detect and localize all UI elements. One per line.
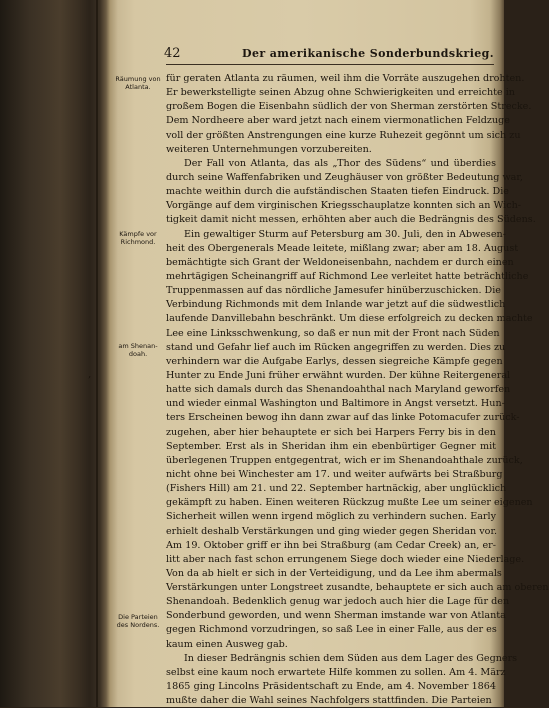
text-line: großem Bogen die Eisenbahn südlich der von Sherman zerstörten Strecke. xyxy=(166,101,532,113)
text-line: bemächtigte sich Grant der Weldoneisenbahn, nachdem er durch einen xyxy=(166,256,514,268)
text-line: durch seine Waffenfabriken und Zeughäuser von größter Bedeutung war, xyxy=(166,171,523,183)
text-line: Von da ab hielt er sich in der Verteidigung, und da Lee ihm abermals xyxy=(166,567,502,579)
text-line: mehrtägigen Scheinangriff auf Richmond Lee verleitet hatte beträchtliche xyxy=(166,270,529,282)
margin-note-line: doah. xyxy=(128,349,148,358)
margin-note-kaempfe xyxy=(110,231,166,246)
running-head-title: Der amerikanische Sonderbundskrieg. xyxy=(242,47,494,60)
text-line: gekämpft zu haben. Einen weiteren Rückzug mußte Lee um seiner eigenen xyxy=(166,497,533,509)
text-line: nicht ohne bei Winchester am 17. und weiter aufwärts bei Straßburg xyxy=(166,468,503,480)
body-text xyxy=(166,72,549,708)
margin-note-line: Atlanta. xyxy=(125,82,151,91)
margin-note-shenandoah xyxy=(110,343,166,358)
text-line: Der Fall von Atlanta, das als „Thor des Südens“ und überdies xyxy=(184,157,496,169)
text-line: ters Erscheinen bewog ihn dann zwar auf das linke Potomacufer zurück- xyxy=(166,412,520,424)
text-line: machte weithin durch die aufständischen Staaten tiefen Eindruck. Die xyxy=(166,186,509,198)
text-line: heit des Obergenerals Meade leitete, mißlang zwar; aber am 18. August xyxy=(166,242,519,254)
text-line: mußte daher die Wahl seines Nachfolgers stattfinden. Die Parteien xyxy=(166,695,492,707)
text-line: Verstärkungen unter Longstreet zusandte, behauptete er sich auch am oberen xyxy=(166,582,549,594)
text-line: Truppenmassen auf das nördliche Jamesufer hinüberzuschicken. Die xyxy=(166,285,501,297)
text-line: Dem Nordheere aber ward jetzt nach einem viermonatlichen Feldzuge xyxy=(166,115,510,127)
text-line: voll der größten Anstrengungen eine kurze Ruhezeit gegönnt um sich zu xyxy=(166,129,521,141)
text-line: Am 19. Oktober griff er ihn bei Straßburg (am Cedar Creek) an, er- xyxy=(166,539,496,551)
book-gutter xyxy=(96,0,98,707)
text-line: gegen Richmond vorzudringen, so saß Lee in einer Falle, aus der es xyxy=(166,624,497,636)
text-line: litt aber nach fast schon errungenem Siege doch wieder eine Niederlage. xyxy=(166,553,525,565)
margin-note-line: des Nordens. xyxy=(116,620,160,629)
text-line: kaum einen Ausweg gab. xyxy=(166,638,288,650)
book-page xyxy=(108,20,549,707)
text-line: verhindern war die Aufgabe Earlys, dessen siegreiche Kämpfe gegen xyxy=(166,355,503,367)
text-line: In dieser Bedrängnis schien dem Süden aus dem Lager des Gegners xyxy=(184,652,518,664)
text-line: Lee eine Linksschwenkung, so daß er nun mit der Front nach Süden xyxy=(166,327,500,339)
text-line: für geraten Atlanta zu räumen, weil ihm die Vorräte auszugehen drohten. xyxy=(166,73,525,84)
text-line: Vorgänge auf dem virginischen Kriegsschauplatze konnten sich an Wich- xyxy=(166,200,522,212)
text-line: zugehen, aber hier behauptete er sich bei Harpers Ferry bis in den xyxy=(166,426,496,438)
text-line: Er bewerkstelligte seinen Abzug ohne Schwierigkeiten und erreichte in xyxy=(166,87,515,99)
margin-note-line: Richmond. xyxy=(120,237,156,246)
text-line: Sonderbund geworden, und wenn Sherman imstande war von Atlanta xyxy=(166,610,506,622)
text-line: (Fishers Hill) am 21. und 22. September hartnäckig, aber unglücklich xyxy=(166,483,507,495)
margin-note-line: Kämpfe vor xyxy=(119,230,157,238)
running-head xyxy=(108,46,500,62)
text-line: September. Erst als in Sheridan ihm ein ebenbürtiger Gegner mit xyxy=(166,440,496,452)
margin-note-raeumung xyxy=(110,76,166,91)
margin-note-line: Die Parteien xyxy=(118,613,158,621)
text-line: Shenandoah. Bedenklich genug war jedoch auch hier die Lage für den xyxy=(166,596,510,608)
margin-note-line: Räumung von xyxy=(115,75,161,83)
text-line: Hunter zu Ende Juni früher erwähnt wurden. Der kühne Reitergeneral xyxy=(166,369,511,381)
text-line: tigkeit damit nicht messen, erhöhten aber auch die Bedrängnis des Südens. xyxy=(166,214,536,226)
text-line: selbst eine kaum noch erwartete Hilfe kommen zu sollen. Am 4. März xyxy=(166,666,506,678)
text-line: weiteren Unternehmungen vorzubereiten. xyxy=(166,143,372,155)
header-rule xyxy=(166,64,494,65)
margin-notes xyxy=(108,20,166,707)
text-line: Ein gewaltiger Sturm auf Petersburg am 30. Juli, den in Abwesen- xyxy=(184,228,506,240)
text-line: Sicherheit willen wenn irgend möglich zu verhindern suchen. Early xyxy=(166,511,496,523)
margin-note-line: am Shenan- xyxy=(118,342,158,350)
text-line: und wieder einmal Washington und Baltimore in Angst versetzt. Hun- xyxy=(166,398,505,410)
text-line: hatte sich damals durch das Shenandoahthal nach Maryland geworfen xyxy=(166,384,511,396)
text-line: 1865 ging Lincolns Präsidentschaft zu Ende, am 4. November 1864 xyxy=(166,681,496,693)
page-number: 42 xyxy=(164,46,181,61)
text-line: laufende Danvillebahn beschränkt. Um diese erfolgreich zu decken machte xyxy=(166,313,533,325)
margin-note-parteien xyxy=(110,614,166,629)
text-line: Verbindung Richmonds mit dem Inlande war jetzt auf die südwestlich xyxy=(166,299,506,311)
gutter-mark: ‚ xyxy=(88,369,92,380)
text-line: erhielt deshalb Verstärkungen und ging wieder gegen Sheridan vor. xyxy=(166,525,498,537)
text-line: stand und Gefahr lief auch im Rücken angegriffen zu werden. Dies zu xyxy=(166,341,506,353)
text-line: überlegenen Truppen entgegentrat, wich er im Shenandoahthale zurück, xyxy=(166,454,523,466)
